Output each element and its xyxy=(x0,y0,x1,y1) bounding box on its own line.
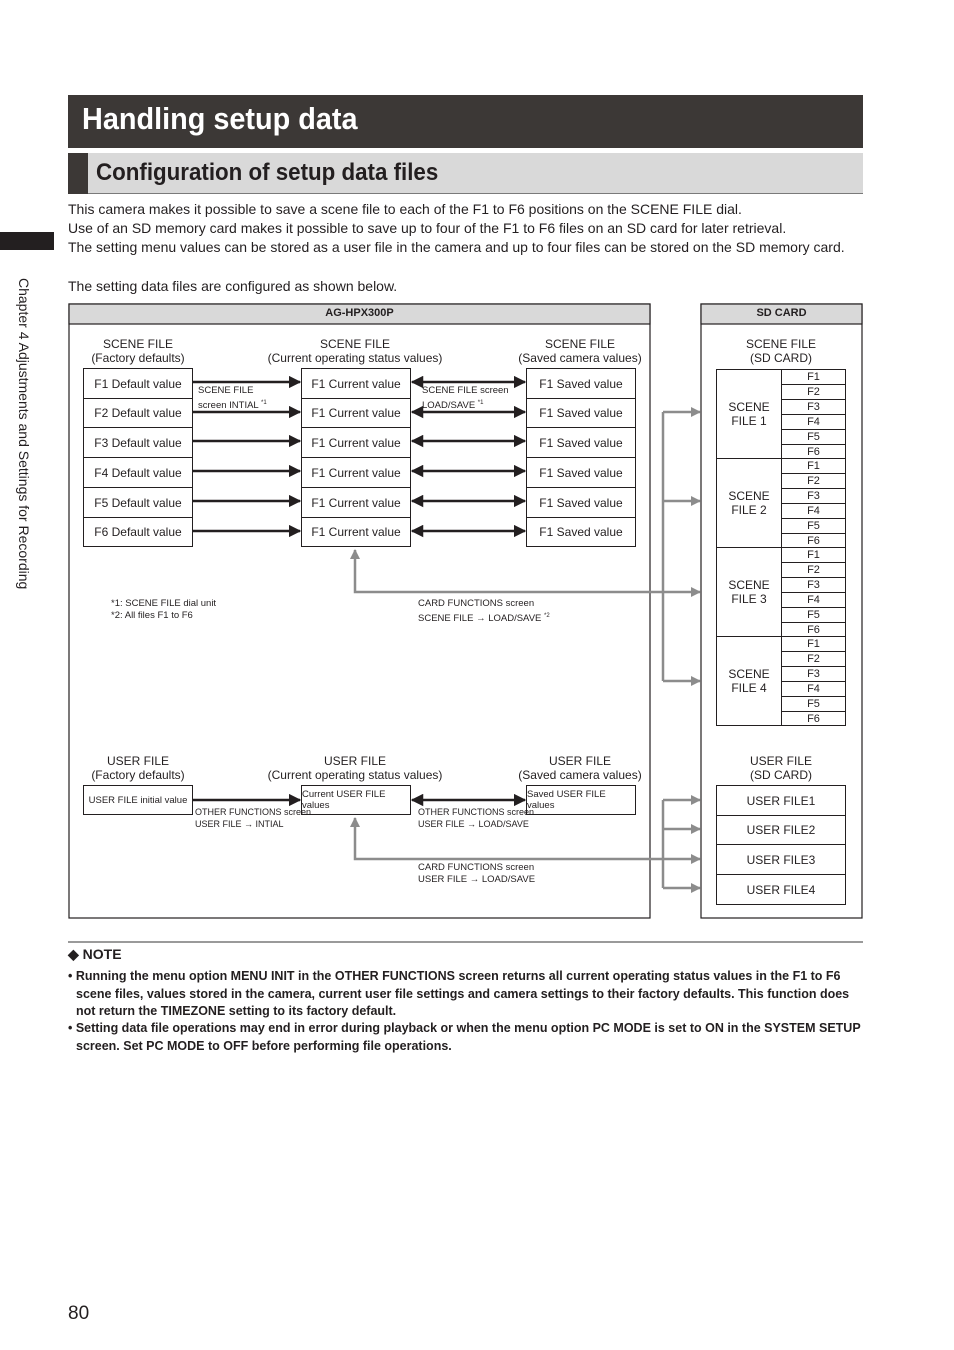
current-value-box: F1 Current value xyxy=(301,368,411,399)
sd-slot: F5 xyxy=(781,518,846,534)
sd-slot: F6 xyxy=(781,622,846,637)
sd-slot: F1 xyxy=(781,458,846,474)
sd-slot: F5 xyxy=(781,607,846,623)
sd-slot: F4 xyxy=(781,592,846,608)
factory-value-box: F4 Default value xyxy=(83,457,193,488)
sd-slot: F2 xyxy=(781,651,846,667)
sd-card-header: SD CARD xyxy=(756,307,807,319)
user-sd-heading: USER FILE (SD CARD) xyxy=(749,754,812,782)
sd-slot: F1 xyxy=(781,369,846,385)
chapter-label: Chapter 4 Adjustments and Settings for Recording xyxy=(16,278,32,590)
user-factory-box: USER FILE initial value xyxy=(83,785,193,815)
sd-slot: F5 xyxy=(781,696,846,712)
scene-saved-heading: SCENE FILE (Saved camera values) xyxy=(518,337,642,365)
user-current-box: Current USER FILE values xyxy=(301,785,411,815)
saved-value-box: F1 Saved value xyxy=(526,368,636,399)
scene-card-label: CARD FUNCTIONS screen SCENE FILE → LOAD/SAVE $^{*2}$ xyxy=(418,598,550,625)
current-value-box: F1 Current value xyxy=(301,427,411,458)
sd-scene-file-label: SCENE FILE 4 xyxy=(716,636,782,726)
sd-user-file: USER FILE2 xyxy=(716,815,846,845)
current-value-box: F1 Current value xyxy=(301,487,411,518)
sd-user-file: USER FILE3 xyxy=(716,844,846,875)
sd-slot: F5 xyxy=(781,429,846,445)
saved-value-box: F1 Saved value xyxy=(526,487,636,518)
camera-model-header: AG-HPX300P xyxy=(325,307,394,319)
intro-paragraph-3: The setting menu values can be stored as a user file in the camera and up to four files can be stored on the SD memory card. xyxy=(68,239,845,255)
saved-value-box: F1 Saved value xyxy=(526,427,636,458)
note-item-2: • Setting data file operations may end in error during playback or when the menu option PC MODE is set to ON in the SYSTEM SETUP screen. Set PC MODE to OFF before performing file operations. xyxy=(68,1021,861,1053)
section-title: Configuration of setup data files xyxy=(96,159,439,186)
current-value-box: F1 Current value xyxy=(301,457,411,488)
sd-user-files xyxy=(716,785,846,905)
sd-slot: F3 xyxy=(781,666,846,682)
user-card-label: CARD FUNCTIONS screen USER FILE → LOAD/SAVE xyxy=(418,862,536,885)
sd-slot: F4 xyxy=(781,414,846,430)
note-heading: ◆ NOTE xyxy=(68,946,122,962)
note-item-1: • Running the menu option MENU INIT in the OTHER FUNCTIONS screen returns all current operating status values in the F1 to F6 scene files, values stored in the camera, current user file settings and camera settings to their factory defaults. This function does not return the TIMEZONE setting to its factory default. xyxy=(68,969,850,1018)
sd-slot: F2 xyxy=(781,384,846,400)
sd-user-file: USER FILE4 xyxy=(716,874,846,905)
sd-slot: F6 xyxy=(781,444,846,459)
user-saved-heading: USER FILE (Saved camera values) xyxy=(518,754,642,782)
factory-value-box: F3 Default value xyxy=(83,427,193,458)
factory-value-box: F1 Default value xyxy=(83,368,193,399)
sd-scene-file-label: SCENE FILE 1 xyxy=(716,369,782,459)
user-current-heading: USER FILE (Current operating status values) xyxy=(267,754,443,782)
factory-value-box: F5 Default value xyxy=(83,487,193,518)
sd-slot: F4 xyxy=(781,681,846,697)
scene-sd-heading: SCENE FILE (SD CARD) xyxy=(745,337,817,365)
sd-slot: F2 xyxy=(781,473,846,489)
factory-value-box: F2 Default value xyxy=(83,398,193,428)
sd-slot: F3 xyxy=(781,488,846,504)
sd-slot: F3 xyxy=(781,577,846,593)
factory-value-box: F6 Default value xyxy=(83,517,193,547)
note-divider xyxy=(68,941,863,943)
current-value-box: F1 Current value xyxy=(301,517,411,547)
sd-slot: F6 xyxy=(781,533,846,548)
scene-current-heading: SCENE FILE (Current operating status values) xyxy=(267,337,443,365)
sd-slot: F1 xyxy=(781,547,846,563)
sd-slot: F4 xyxy=(781,503,846,519)
sd-user-file: USER FILE1 xyxy=(716,785,846,816)
intro-paragraph-1: This camera makes it possible to save a scene file to each of the F1 to F6 positions on the SCENE FILE dial. xyxy=(68,201,742,217)
saved-value-box: F1 Saved value xyxy=(526,457,636,488)
saved-value-box: F1 Saved value xyxy=(526,398,636,428)
sd-scene-file-label: SCENE FILE 2 xyxy=(716,458,782,548)
sd-slot: F6 xyxy=(781,711,846,726)
sd-scene-files xyxy=(716,369,846,726)
user-loadsave-label: OTHER FUNCTIONS screen USER FILE → LOAD/SAVE xyxy=(418,807,535,829)
sd-scene-file-1 xyxy=(716,369,846,459)
scene-loadsave-label: SCENE FILE screen LOAD/SAVE $^{*1}$ xyxy=(422,385,509,412)
saved-value-box: F1 Saved value xyxy=(526,517,636,547)
sd-scene-file-3 xyxy=(716,547,846,637)
page-number: 80 xyxy=(68,1303,90,1324)
intro-paragraph-4: The setting data files are configured as shown below. xyxy=(68,278,398,294)
scene-factory-heading: SCENE FILE (Factory defaults) xyxy=(91,337,185,365)
scene-footnotes: *1: SCENE FILE dial unit *2: All files F1 to F6 xyxy=(111,598,217,621)
scene-initial-label: SCENE FILE screen INTIAL $^{*1}$ xyxy=(198,385,267,412)
user-initial-label: OTHER FUNCTIONS screen USER FILE → INTIAL xyxy=(195,807,312,829)
sd-scene-file-4 xyxy=(716,636,846,726)
sd-slot: F3 xyxy=(781,399,846,415)
sd-slot: F1 xyxy=(781,636,846,652)
current-value-box: F1 Current value xyxy=(301,398,411,428)
user-saved-box: Saved USER FILE values xyxy=(526,785,636,815)
intro-paragraph-2: Use of an SD memory card makes it possible to save up to four of the F1 to F6 files on an SD card for later retrieval. xyxy=(68,220,787,236)
sd-scene-file-label: SCENE FILE 3 xyxy=(716,547,782,637)
sd-scene-file-2 xyxy=(716,458,846,548)
sd-slot: F2 xyxy=(781,562,846,578)
page-title: Handling setup data xyxy=(82,101,358,136)
user-factory-heading: USER FILE (Factory defaults) xyxy=(91,754,185,782)
